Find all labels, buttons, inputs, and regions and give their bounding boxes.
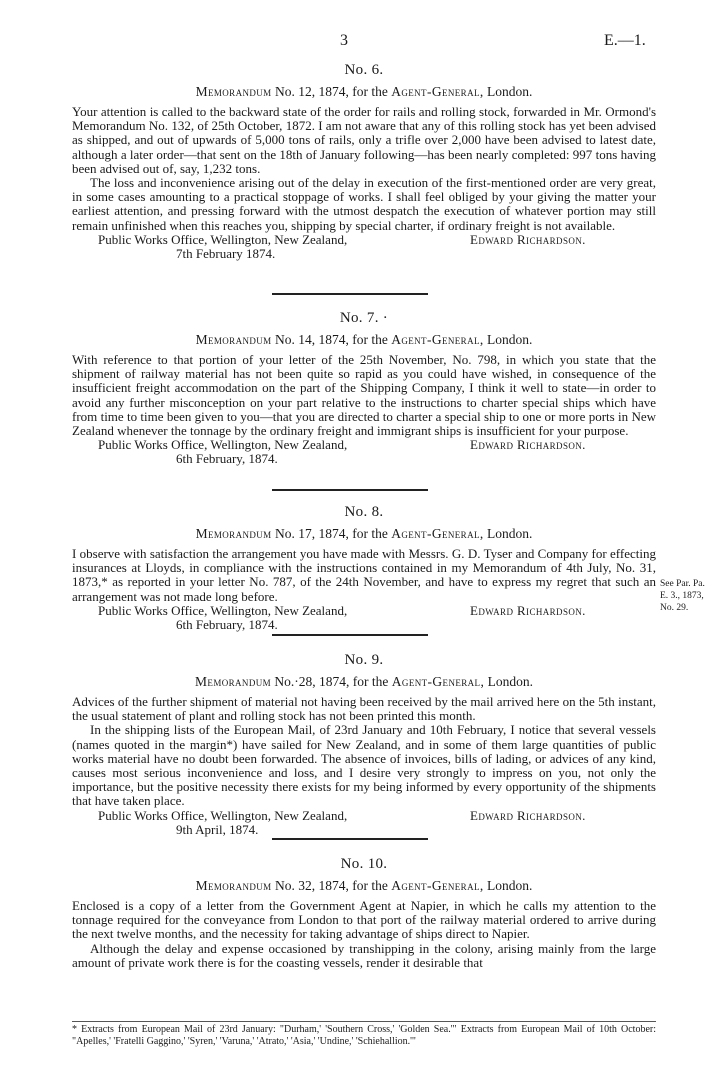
memo-paragraph: With reference to that portion of your letter of the 25th November, No. 798, in which you state that the shipment of railway material has not been quite so rapid as you could have wished, in consequence of the insufficient freight accommodation on the part of the Shipping Company, I think it well to state—in order to avoid any further misconception on your part relative to the instructions to charter special ships which have from time to time been given to you—that you are directed to charter a special ship to one or more ports in New Zealand whenever the tonnage by the ordinary freight and immigrant ships is insufficient for your purpose. — [72, 352, 656, 439]
memo-title: Memorandum No. 14, 1874, for the Agent-General, London. — [195, 332, 533, 347]
memo-number: No. 8. — [344, 504, 384, 520]
office-address: Public Works Office, Wellington, New Zealand, — [98, 602, 348, 618]
signatory-name: Edward Richardson. — [470, 437, 586, 453]
memo-number: No. 10. — [340, 856, 388, 872]
memo-paragraph: Your attention is called to the backward state of the order for rails and rolling stock, forwarded in Mr. Ormond's Memorandum No. 132, of 25th October, 1872. I am not aware that any of this rolling stock has yet been advised as shipped, and out of upwards of 5,000 tons of rails, only a trifle over 2,000 have been advised to latest date, although a later order—that sent on the 18th of January following—has been nearly completed: 997 tons having been advised out of, say, 1,232 tons. — [72, 104, 656, 176]
footnote: * Extracts from European Mail of 23rd January: "Durham,' 'Southern Cross,' 'Golden Sea.'" Extracts from European Mail of 10th October: "Apelles,' 'Fratelli Gaggino,' 'Syren,' 'Varuna,' 'Atrato,' 'Asia,' 'Undine,' 'Schiehallion.'" — [72, 1024, 656, 1047]
memo-number: No. 7. · — [339, 310, 389, 326]
memo-paragraph: Enclosed is a copy of a letter from the Government Agent at Napier, in which he calls my attention to the tonnage required for the conveyance from London to that port of the railway material ordered to arrive during the next twelve months, and the necessity for taking advantage of ships direct to Napier. — [72, 898, 656, 942]
memo-9 — [72, 652, 656, 837]
memo-paragraph: Advices of the further shipment of material not having been received by the mail arrived here on the 5th instant, the usual statement of plant and rolling stock has not been printed this month. — [72, 694, 656, 724]
signature-line — [72, 233, 656, 247]
memo-date: 6th February, 1874. — [176, 451, 278, 467]
memo-date: 7th February 1874. — [176, 246, 276, 262]
memo-date: 6th February, 1874. — [176, 617, 278, 632]
section-divider — [272, 293, 428, 295]
memo-paragraph: In the shipping lists of the European Mail, of 23rd January and 10th February, I notice that several vessels (names quoted in the margin*) have sailed for New Zealand, and in some of them large quantities of public works material have no doubt been forwarded. The absence of invoices, bills of lading, or advices of any kind, causes most serious inconvenience and loss, and I desire very strongly to impress on you, not only the importance, but the positive necessity there exists for my being informed by every opportunity of the shipments that have taken place. — [72, 722, 656, 809]
document-reference: E.—1. — [604, 32, 646, 49]
section-divider — [272, 489, 428, 491]
section-divider — [272, 838, 428, 840]
memo-paragraph: Although the delay and expense occasioned by transhipping in the colony, arising mainly from the large amount of private work there is for the coasting vessels, render it desirable that — [72, 940, 656, 970]
memo-date: 9th April, 1874. — [176, 821, 259, 837]
signatory-name: Edward Richardson. — [470, 602, 586, 618]
signatory-name: Edward Richardson. — [470, 231, 586, 247]
signatory-name: Edward Richardson. — [470, 807, 586, 823]
memo-10 — [72, 856, 656, 970]
office-address: Public Works Office, Wellington, New Zealand, — [98, 437, 348, 453]
memo-paragraph: The loss and inconvenience arising out of the delay in execution of the first-mentioned order are very great, in some cases amounting to a practical stoppage of works. I shall feel obliged by your giving the matter your earliest attention, and pressing forward with the utmost despatch the execution of whatever portion may still remain unfinished when this reaches you, shipping by special charter, if ordinary freight is not available. — [72, 175, 656, 233]
section-divider — [272, 634, 428, 636]
memo-number: No. 9. — [344, 652, 384, 668]
page-number: 3 — [340, 32, 348, 49]
memo-7 — [72, 310, 656, 467]
memo-title: Memorandum No.·28, 1874, for the Agent-General, London. — [195, 674, 533, 689]
memo-paragraph: I observe with satisfaction the arrangement you have made with Messrs. G. D. Tyser and Company for effecting insurances at Lloyds, in compliance with the instructions contained in my Memorandum of 4th July, No. 31, 1873,* as reported in your letter No. 787, of the 24th November, and have to express my regret that such an arrangement was not made long before. — [72, 546, 656, 604]
memo-title: Memorandum No. 32, 1874, for the Agent-General, London. — [195, 878, 533, 893]
margin-note: See Par. Pa. E. 3., 1873, No. 29. — [660, 579, 705, 613]
signature-line — [72, 604, 656, 618]
signature-line — [72, 438, 656, 452]
memo-title: Memorandum No. 12, 1874, for the Agent-General, London. — [195, 84, 533, 99]
memo-6 — [72, 62, 656, 261]
memo-number: No. 6. — [344, 62, 384, 78]
office-address: Public Works Office, Wellington, New Zealand, — [98, 231, 348, 247]
signature-line — [72, 809, 656, 823]
memo-title: Memorandum No. 17, 1874, for the Agent-General, London. — [195, 526, 533, 541]
footnote-divider — [72, 1021, 656, 1022]
office-address: Public Works Office, Wellington, New Zealand, — [98, 807, 348, 823]
memo-8 — [72, 504, 656, 632]
